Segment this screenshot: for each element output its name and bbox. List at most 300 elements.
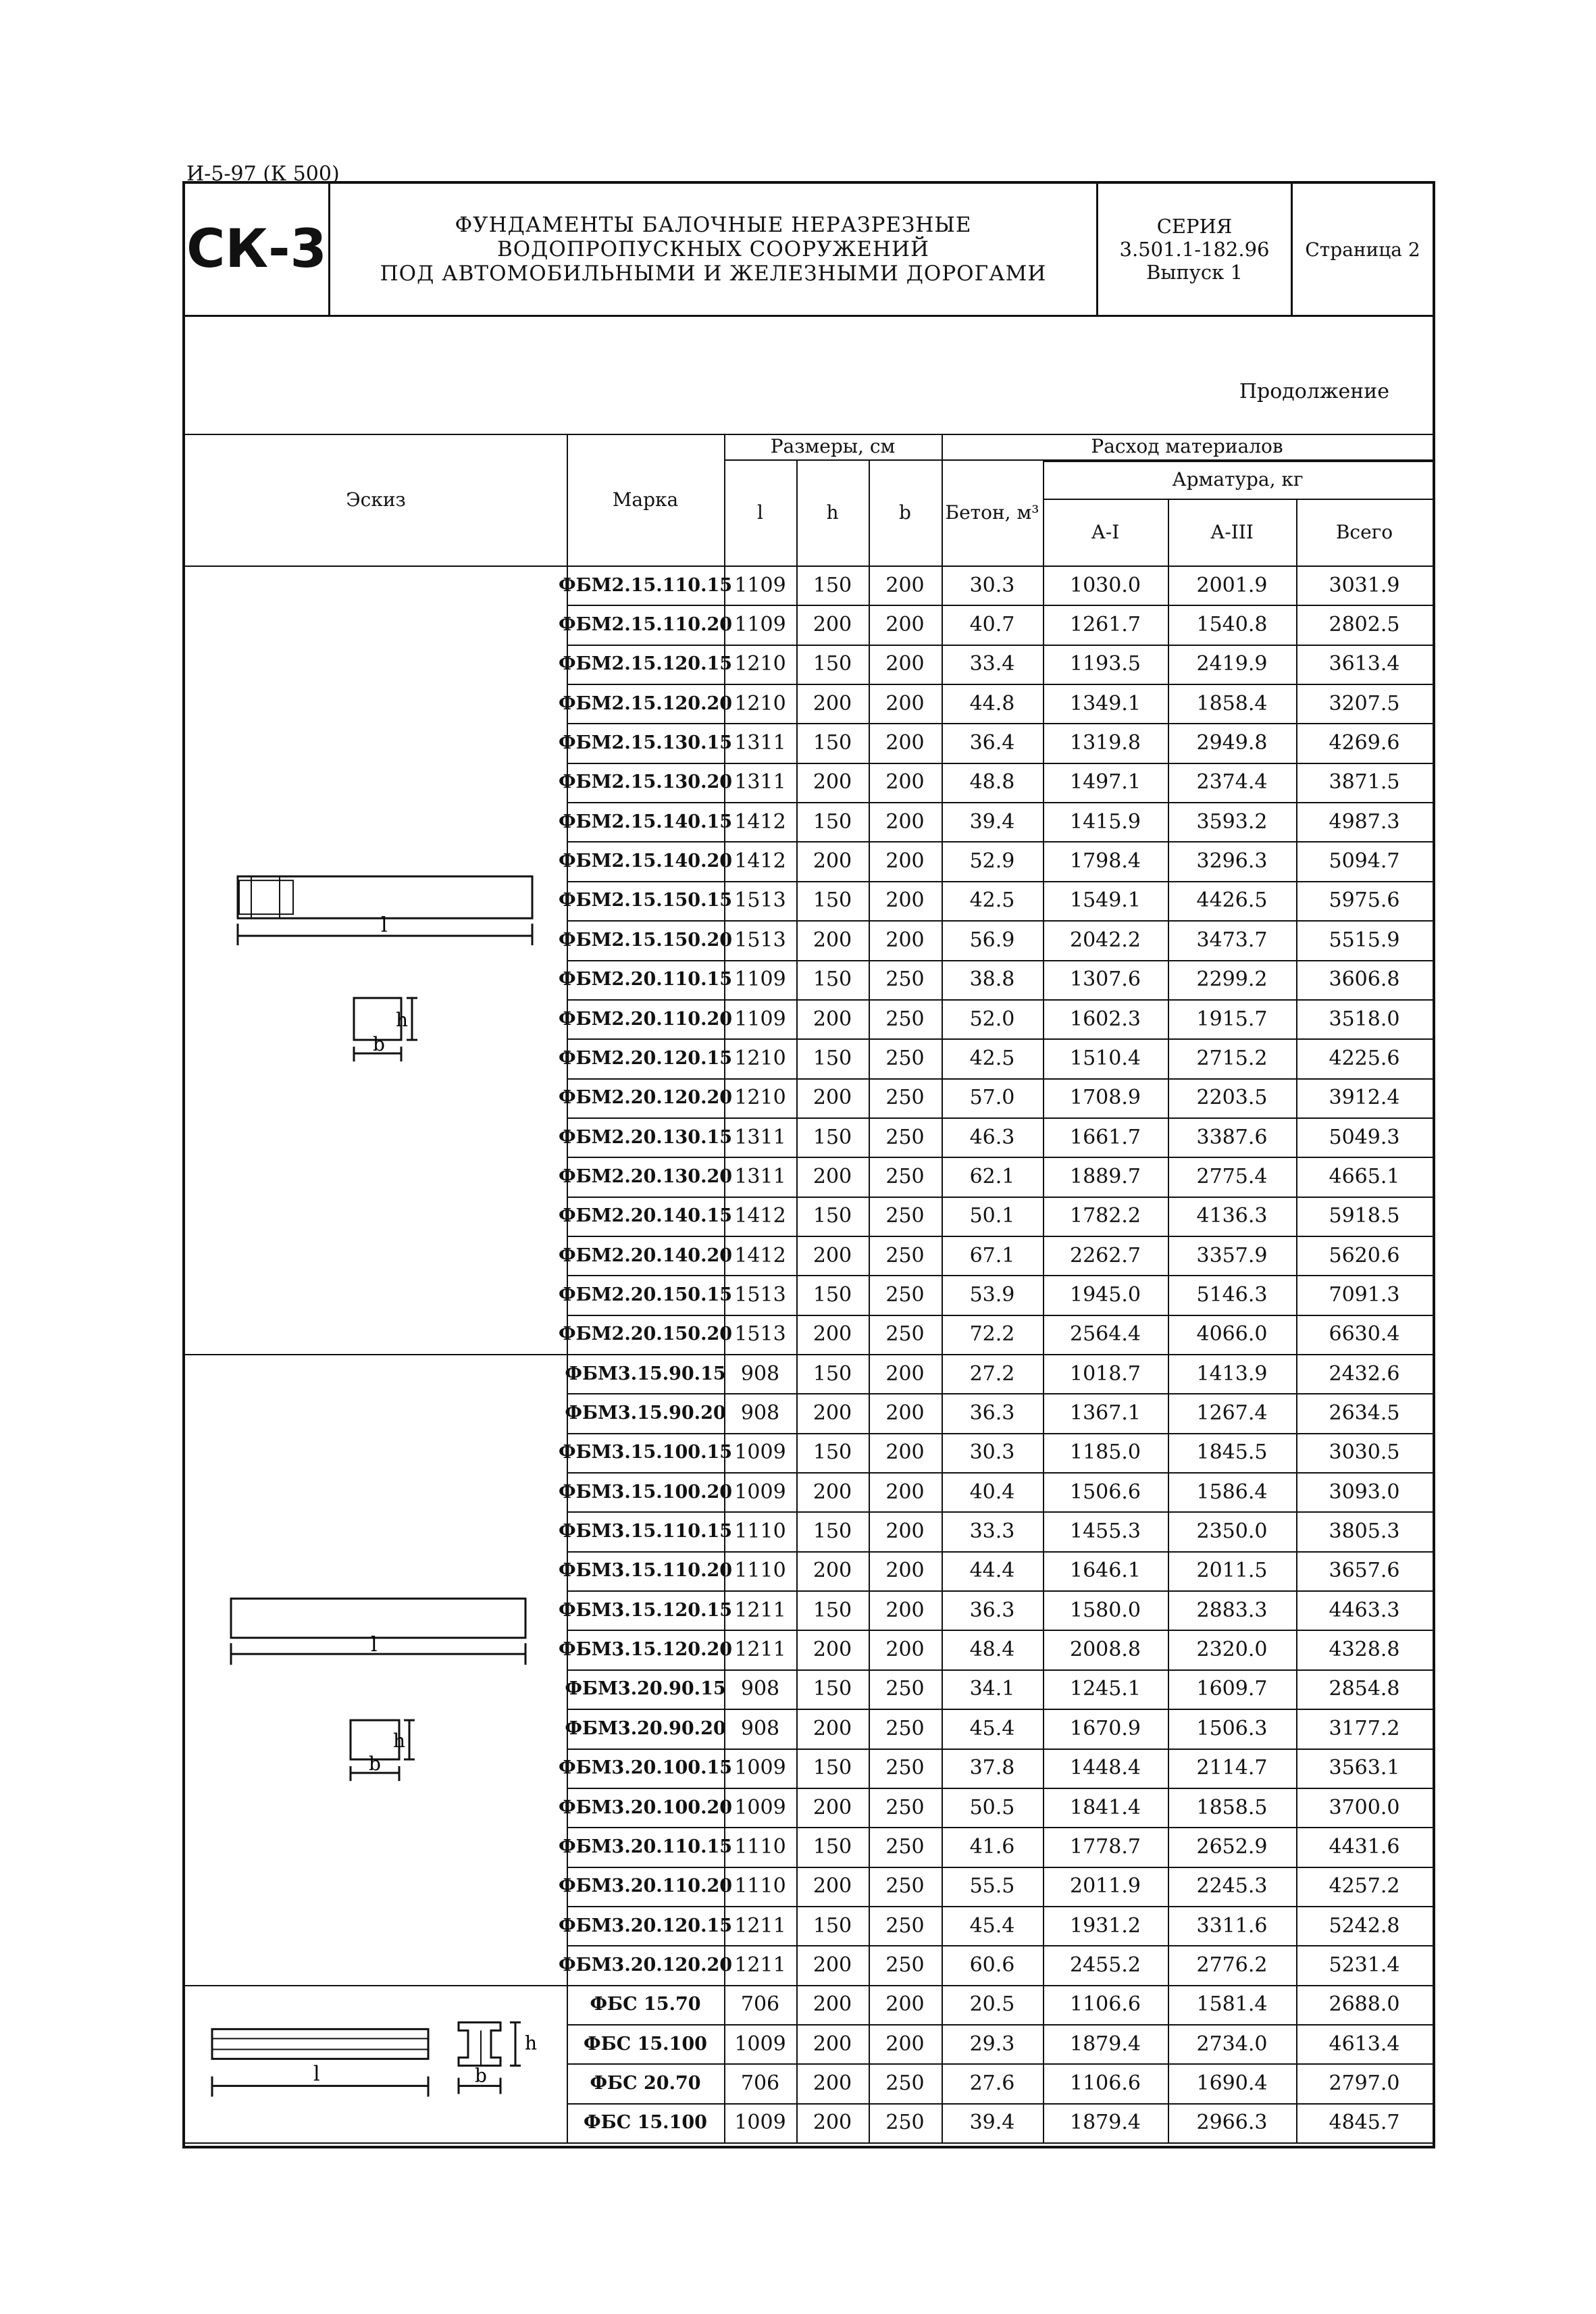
table-cell: 250 xyxy=(885,1913,925,1938)
table-cell: 1646.1 xyxy=(1070,1559,1141,1583)
table-cell: 2245.3 xyxy=(1196,1874,1268,1898)
cell-mark: ФБМ2.15.110.20 xyxy=(558,614,733,636)
table-cell: 56.9 xyxy=(969,928,1015,952)
table-cell: 4328.8 xyxy=(1329,1638,1400,1662)
table-cell: 250 xyxy=(885,1953,925,1977)
cell-mark: ФБМ3.20.90.15 xyxy=(565,1678,726,1700)
sketch-label-l: l xyxy=(313,2061,320,2086)
table-cell: 200 xyxy=(885,1992,925,2017)
header-a3: А-III xyxy=(1210,520,1254,543)
table-cell: 5918.5 xyxy=(1329,1204,1400,1228)
table-cell: 3311.6 xyxy=(1196,1913,1268,1938)
table-cell: 1931.2 xyxy=(1070,1913,1141,1938)
table-cell: 52.9 xyxy=(969,849,1015,874)
table-cell: 200 xyxy=(813,1874,852,1898)
table-cell: 1009 xyxy=(734,1440,786,1465)
table-cell: 200 xyxy=(885,770,925,795)
table-cell: 2042.2 xyxy=(1070,928,1141,952)
issue-number: Выпуск 1 xyxy=(1146,261,1243,284)
table-cell: 250 xyxy=(885,1795,925,1819)
table-cell: 1602.3 xyxy=(1070,1007,1141,1031)
table-cell: 34.1 xyxy=(969,1677,1015,1701)
series-label: СЕРИЯ xyxy=(1156,215,1233,238)
cell-mark: ФБМ3.20.100.20 xyxy=(558,1796,733,1818)
table-cell: 27.6 xyxy=(969,2071,1015,2095)
table-cell: 3031.9 xyxy=(1329,573,1400,597)
table-cell: 1858.5 xyxy=(1196,1795,1268,1819)
table-cell: 29.3 xyxy=(969,2032,1015,2056)
table-cell: 1798.4 xyxy=(1070,849,1141,874)
table-cell: 4269.6 xyxy=(1329,731,1400,755)
table-cell: 200 xyxy=(885,1440,925,1465)
table-cell: 42.5 xyxy=(969,1046,1015,1070)
cell-mark: ФБМ2.15.130.15 xyxy=(558,732,733,754)
sketch-label-l: l xyxy=(371,1633,378,1657)
table-cell: 200 xyxy=(813,1992,852,2017)
table-cell: 200 xyxy=(813,2071,852,2095)
table-cell: 1210 xyxy=(734,691,786,715)
cell-mark: ФБМ2.15.110.15 xyxy=(558,574,733,596)
table-cell: 1009 xyxy=(734,1756,786,1780)
table-cell: 2320.0 xyxy=(1196,1638,1268,1662)
table-cell: 200 xyxy=(885,849,925,874)
table-cell: 42.5 xyxy=(969,888,1015,913)
table-cell: 4665.1 xyxy=(1329,1164,1400,1188)
table-cell: 1690.4 xyxy=(1196,2071,1268,2095)
document-title xyxy=(330,184,1098,315)
table-cell: 52.0 xyxy=(969,1007,1015,1031)
table-cell: 1185.0 xyxy=(1070,1440,1141,1465)
cell-mark: ФБМ3.20.120.15 xyxy=(558,1915,733,1936)
table-cell: 2262.7 xyxy=(1070,1243,1141,1267)
table-cell: 200 xyxy=(813,1716,852,1740)
table-cell: 1506.3 xyxy=(1196,1716,1268,1740)
table-cell: 50.5 xyxy=(969,1795,1015,1819)
table-cell: 4136.3 xyxy=(1196,1204,1268,1228)
table-cell: 200 xyxy=(813,2032,852,2056)
table-cell: 200 xyxy=(813,1322,852,1347)
table-cell: 1889.7 xyxy=(1070,1164,1141,1188)
continuation-label: Продолжение xyxy=(1239,380,1389,403)
table-cell: 1497.1 xyxy=(1070,770,1141,795)
group-line xyxy=(185,2142,567,2144)
table-cell: 200 xyxy=(885,731,925,755)
cell-mark: ФБМ2.15.140.20 xyxy=(558,851,733,872)
table-cell: 1349.1 xyxy=(1070,691,1141,715)
cell-mark: ФБМ3.15.90.15 xyxy=(565,1363,726,1384)
table-cell: 150 xyxy=(813,1282,852,1307)
table-cell: 2949.8 xyxy=(1196,731,1268,755)
table-cell: 200 xyxy=(885,573,925,597)
table-cell: 44.4 xyxy=(969,1559,1015,1583)
table-cell: 2001.9 xyxy=(1196,573,1268,597)
table-cell: 250 xyxy=(885,1834,925,1859)
table-cell: 200 xyxy=(885,1519,925,1544)
table-cell: 1506.6 xyxy=(1070,1480,1141,1504)
cell-mark: ФБМ2.15.130.20 xyxy=(558,772,733,793)
table-cell: 27.2 xyxy=(969,1361,1015,1386)
table-cell: 1879.4 xyxy=(1070,2032,1141,2056)
table-cell: 4225.6 xyxy=(1329,1046,1400,1070)
table-cell: 200 xyxy=(813,1401,852,1426)
table-cell: 1513 xyxy=(734,1282,786,1307)
table-cell: 1109 xyxy=(734,573,786,597)
table-cell: 1211 xyxy=(734,1638,786,1662)
table-cell: 150 xyxy=(813,1046,852,1070)
table-cell: 1670.9 xyxy=(1070,1716,1141,1740)
table-cell: 200 xyxy=(813,613,852,637)
table-cell: 150 xyxy=(813,1598,852,1622)
table-cell: 2374.4 xyxy=(1196,770,1268,795)
title-line-1: ФУНДАМЕНТЫ БАЛОЧНЫЕ НЕРАЗРЕЗНЫЕ xyxy=(455,213,972,237)
table-cell: 2008.8 xyxy=(1070,1638,1141,1662)
block-sketch xyxy=(185,1985,567,2142)
table-cell: 33.3 xyxy=(969,1519,1015,1544)
table-cell: 200 xyxy=(885,1361,925,1386)
table-cell: 2775.4 xyxy=(1196,1164,1268,1188)
table-cell: 200 xyxy=(813,928,852,952)
table-cell: 250 xyxy=(885,1716,925,1740)
table-cell: 200 xyxy=(813,691,852,715)
table-cell: 150 xyxy=(813,888,852,913)
table-cell: 3387.6 xyxy=(1196,1125,1268,1149)
table-cell: 1513 xyxy=(734,928,786,952)
table-cell: 1110 xyxy=(734,1834,786,1859)
table-cell: 1009 xyxy=(734,2032,786,2056)
table-cell: 1661.7 xyxy=(1070,1125,1141,1149)
table-cell: 4613.4 xyxy=(1329,2032,1400,2056)
table-cell: 5242.8 xyxy=(1329,1913,1400,1938)
table-cell: 1510.4 xyxy=(1070,1046,1141,1070)
cell-mark: ФБМ3.15.110.15 xyxy=(558,1521,733,1542)
table-cell: 1858.4 xyxy=(1196,691,1268,715)
table-cell: 150 xyxy=(813,809,852,834)
table-cell: 1210 xyxy=(734,1086,786,1110)
table-cell: 1009 xyxy=(734,1480,786,1504)
table-cell: 250 xyxy=(885,1322,925,1347)
table-cell: 67.1 xyxy=(969,1243,1015,1267)
table-cell: 250 xyxy=(885,1874,925,1898)
title-block xyxy=(185,184,1433,317)
table-cell: 30.3 xyxy=(969,573,1015,597)
page-number: Страница 2 xyxy=(1305,238,1420,261)
table-cell: 150 xyxy=(813,1913,852,1938)
series-number: 3.501.1-182.96 xyxy=(1119,238,1270,261)
cell-mark: ФБМ2.20.120.15 xyxy=(558,1047,733,1069)
table-cell: 250 xyxy=(885,1677,925,1701)
table-cell: 3177.2 xyxy=(1329,1716,1400,1740)
title-line-3: ПОД АВТОМОБИЛЬНЫМИ И ЖЕЛЕЗНЫМИ ДОРОГАМИ xyxy=(380,261,1047,286)
table-cell: 250 xyxy=(885,1086,925,1110)
table-cell: 38.8 xyxy=(969,967,1015,992)
table-cell: 200 xyxy=(885,888,925,913)
table-cell: 1110 xyxy=(734,1874,786,1898)
table-cell: 250 xyxy=(885,1164,925,1188)
table-cell: 150 xyxy=(813,1204,852,1228)
table-cell: 1513 xyxy=(734,1322,786,1347)
materials-table xyxy=(185,434,1433,2148)
sheet-code: СК-3 xyxy=(185,184,330,315)
header-concrete: Бетон, м³ xyxy=(945,501,1039,524)
table-cell: 3563.1 xyxy=(1329,1756,1400,1780)
table-cell: 908 xyxy=(740,1716,780,1740)
table-cell: 1319.8 xyxy=(1070,731,1141,755)
table-cell: 1009 xyxy=(734,1795,786,1819)
table-cell: 150 xyxy=(813,967,852,992)
cell-mark: ФБМ2.20.130.15 xyxy=(558,1126,733,1148)
sketch-label-h: h xyxy=(393,1730,406,1753)
table-cell: 250 xyxy=(885,1007,925,1031)
cell-mark: ФБМ3.15.120.20 xyxy=(558,1639,733,1661)
header-l: l xyxy=(757,501,763,524)
table-cell: 2797.0 xyxy=(1329,2071,1400,2095)
cell-mark: ФБМ2.20.140.15 xyxy=(558,1205,733,1227)
header-b: b xyxy=(899,501,911,524)
table-cell: 1708.9 xyxy=(1070,1086,1141,1110)
table-cell: 2350.0 xyxy=(1196,1519,1268,1544)
table-cell: 200 xyxy=(885,2032,925,2056)
table-cell: 150 xyxy=(813,1756,852,1780)
table-cell: 45.4 xyxy=(969,1716,1015,1740)
title-line-2: ВОДОПРОПУСКНЫХ СООРУЖЕНИЙ xyxy=(496,237,930,261)
table-cell: 706 xyxy=(740,2071,780,2095)
cell-mark: ФБС 20.70 xyxy=(590,2072,701,2094)
sketch-label-b: b xyxy=(475,2063,487,2086)
table-cell: 908 xyxy=(740,1361,780,1386)
table-cell: 2883.3 xyxy=(1196,1598,1268,1622)
table-cell: 72.2 xyxy=(969,1322,1015,1347)
table-cell: 1245.1 xyxy=(1070,1677,1141,1701)
cell-mark: ФБС 15.100 xyxy=(584,2033,707,2055)
table-cell: 2299.2 xyxy=(1196,967,1268,992)
table-cell: 1311 xyxy=(734,1125,786,1149)
cell-mark: ФБМ2.15.120.20 xyxy=(558,693,733,714)
table-cell: 1915.7 xyxy=(1196,1007,1268,1031)
table-cell: 1109 xyxy=(734,1007,786,1031)
table-cell: 150 xyxy=(813,1677,852,1701)
table-cell: 1367.1 xyxy=(1070,1401,1141,1426)
table-cell: 60.6 xyxy=(969,1953,1015,1977)
series-block xyxy=(1098,184,1293,315)
header-sketch: Эскиз xyxy=(346,488,406,511)
table-cell: 200 xyxy=(813,1559,852,1583)
cell-mark: ФБМ3.20.120.20 xyxy=(558,1954,733,1976)
table-cell: 1109 xyxy=(734,613,786,637)
table-cell: 1609.7 xyxy=(1196,1677,1268,1701)
table-cell: 2419.9 xyxy=(1196,652,1268,676)
table-cell: 6630.4 xyxy=(1329,1322,1400,1347)
table-cell: 200 xyxy=(885,1401,925,1426)
sketch-cell xyxy=(185,565,567,1354)
cell-mark: ФБМ2.20.140.20 xyxy=(558,1244,733,1266)
table-cell: 200 xyxy=(885,652,925,676)
table-cell: 150 xyxy=(813,1361,852,1386)
table-cell: 4463.3 xyxy=(1329,1598,1400,1622)
table-cell: 250 xyxy=(885,1756,925,1780)
sketch-label-l: l xyxy=(381,913,388,938)
table-cell: 1540.8 xyxy=(1196,613,1268,637)
table-cell: 1945.0 xyxy=(1070,1282,1141,1307)
cell-mark: ФБМ3.15.100.15 xyxy=(558,1442,733,1463)
table-cell: 3093.0 xyxy=(1329,1480,1400,1504)
header-mark: Марка xyxy=(612,488,679,511)
table-cell: 4431.6 xyxy=(1329,1834,1400,1859)
table-cell: 5515.9 xyxy=(1329,928,1400,952)
cell-mark: ФБМ3.20.110.15 xyxy=(558,1836,733,1857)
table-cell: 45.4 xyxy=(969,1913,1015,1938)
table-cell: 250 xyxy=(885,1204,925,1228)
table-cell: 200 xyxy=(813,1007,852,1031)
table-cell: 5231.4 xyxy=(1329,1953,1400,1977)
table-cell: 250 xyxy=(885,2071,925,2095)
table-cell: 50.1 xyxy=(969,1204,1015,1228)
table-cell: 200 xyxy=(885,1598,925,1622)
cell-mark: ФБМ2.15.150.15 xyxy=(558,890,733,911)
table-cell: 1845.5 xyxy=(1196,1440,1268,1465)
table-cell: 2715.2 xyxy=(1196,1046,1268,1070)
table-cell: 2114.7 xyxy=(1196,1756,1268,1780)
table-cell: 150 xyxy=(813,1440,852,1465)
table-cell: 250 xyxy=(885,967,925,992)
table-cell: 3357.9 xyxy=(1196,1243,1268,1267)
table-cell: 1261.7 xyxy=(1070,613,1141,637)
table-cell: 30.3 xyxy=(969,1440,1015,1465)
table-cell: 36.4 xyxy=(969,731,1015,755)
table-cell: 57.0 xyxy=(969,1086,1015,1110)
table-cell: 1412 xyxy=(734,809,786,834)
table-cell: 1211 xyxy=(734,1598,786,1622)
table-cell: 1412 xyxy=(734,849,786,874)
table-cell: 200 xyxy=(885,613,925,637)
table-cell: 2776.2 xyxy=(1196,1953,1268,1977)
table-cell: 5975.6 xyxy=(1329,888,1400,913)
table-cell: 1415.9 xyxy=(1070,809,1141,834)
table-cell: 200 xyxy=(813,1164,852,1188)
cell-mark: ФБМ3.20.100.15 xyxy=(558,1757,733,1779)
table-cell: 55.5 xyxy=(969,1874,1015,1898)
table-cell: 200 xyxy=(813,1243,852,1267)
table-cell: 150 xyxy=(813,731,852,755)
block-sketch xyxy=(185,1354,567,1985)
table-cell: 5146.3 xyxy=(1196,1282,1268,1307)
table-cell: 1030.0 xyxy=(1070,573,1141,597)
table-cell: 1413.9 xyxy=(1196,1361,1268,1386)
table-cell: 250 xyxy=(885,1282,925,1307)
table-cell: 48.4 xyxy=(969,1638,1015,1662)
table-cell: 200 xyxy=(813,1480,852,1504)
table-cell: 1513 xyxy=(734,888,786,913)
table-cell: 908 xyxy=(740,1677,780,1701)
table-cell: 2203.5 xyxy=(1196,1086,1268,1110)
table-cell: 4987.3 xyxy=(1329,809,1400,834)
table-cell: 5620.6 xyxy=(1329,1243,1400,1267)
table-cell: 150 xyxy=(813,1519,852,1544)
table-cell: 3518.0 xyxy=(1329,1007,1400,1031)
table-cell: 1311 xyxy=(734,770,786,795)
table-cell: 2634.5 xyxy=(1329,1401,1400,1426)
table-cell: 250 xyxy=(885,1243,925,1267)
table-cell: 1210 xyxy=(734,652,786,676)
table-cell: 1110 xyxy=(734,1559,786,1583)
header-dimensions: Размеры, см xyxy=(770,435,896,457)
table-cell: 200 xyxy=(885,928,925,952)
table-cell: 2011.9 xyxy=(1070,1874,1141,1898)
table-cell: 48.8 xyxy=(969,770,1015,795)
table-cell: 3912.4 xyxy=(1329,1086,1400,1110)
table-cell: 4845.7 xyxy=(1329,2111,1400,2135)
table-cell: 20.5 xyxy=(969,1992,1015,2017)
table-cell: 3871.5 xyxy=(1329,770,1400,795)
table-cell: 908 xyxy=(740,1401,780,1426)
table-cell: 1549.1 xyxy=(1070,888,1141,913)
table-cell: 150 xyxy=(813,652,852,676)
table-cell: 150 xyxy=(813,1125,852,1149)
table-cell: 1448.4 xyxy=(1070,1756,1141,1780)
table-cell: 2564.4 xyxy=(1070,1322,1141,1347)
table-cell: 1267.4 xyxy=(1196,1401,1268,1426)
table-cell: 1778.7 xyxy=(1070,1834,1141,1859)
block-sketch xyxy=(185,565,567,1354)
table-cell: 3030.5 xyxy=(1329,1440,1400,1465)
table-cell: 1211 xyxy=(734,1953,786,1977)
table-cell: 2455.2 xyxy=(1070,1953,1141,1977)
table-cell: 1586.4 xyxy=(1196,1480,1268,1504)
table-cell: 1311 xyxy=(734,731,786,755)
table-cell: 4066.0 xyxy=(1196,1322,1268,1347)
document-code: И-5-97 (К 500) xyxy=(186,162,340,186)
table-cell: 62.1 xyxy=(969,1164,1015,1188)
table-cell: 4257.2 xyxy=(1329,1874,1400,1898)
table-cell: 200 xyxy=(885,1480,925,1504)
cell-mark: ФБМ2.15.140.15 xyxy=(558,811,733,832)
cell-mark: ФБМ2.15.120.15 xyxy=(558,653,733,675)
table-cell: 1109 xyxy=(734,967,786,992)
cell-mark: ФБМ3.15.90.20 xyxy=(565,1403,726,1424)
header-materials: Расход материалов xyxy=(1091,435,1283,457)
table-cell: 2966.3 xyxy=(1196,2111,1268,2135)
cell-mark: ФБМ2.20.110.20 xyxy=(558,1008,733,1030)
table-cell: 150 xyxy=(813,573,852,597)
table-cell: 1581.4 xyxy=(1196,1992,1268,2017)
header-total: Всего xyxy=(1335,520,1393,543)
table-cell: 3613.4 xyxy=(1329,652,1400,676)
table-cell: 2802.5 xyxy=(1329,613,1400,637)
table-cell: 200 xyxy=(813,849,852,874)
table-cell: 36.3 xyxy=(969,1401,1015,1426)
sketch-label-h: h xyxy=(525,2031,538,2054)
table-cell: 200 xyxy=(885,1638,925,1662)
table-cell: 250 xyxy=(885,1046,925,1070)
table-cell: 3593.2 xyxy=(1196,809,1268,834)
cell-mark: ФБМ2.20.120.20 xyxy=(558,1087,733,1109)
table-cell: 1841.4 xyxy=(1070,1795,1141,1819)
table-cell: 2734.0 xyxy=(1196,2032,1268,2056)
cell-mark: ФБМ3.15.120.15 xyxy=(558,1599,733,1621)
table-cell: 2652.9 xyxy=(1196,1834,1268,1859)
table-cell: 3207.5 xyxy=(1329,691,1400,715)
cell-mark: ФБМ2.20.110.15 xyxy=(558,969,733,990)
cell-mark: ФБМ3.15.100.20 xyxy=(558,1481,733,1503)
table-cell: 200 xyxy=(813,1638,852,1662)
cell-mark: ФБМ2.20.150.20 xyxy=(558,1324,733,1345)
table-cell: 706 xyxy=(740,1992,780,2017)
table-cell: 1009 xyxy=(734,2111,786,2135)
table-cell: 39.4 xyxy=(969,2111,1015,2135)
table-cell: 37.8 xyxy=(969,1756,1015,1780)
table-cell: 1110 xyxy=(734,1519,786,1544)
table-cell: 33.4 xyxy=(969,652,1015,676)
sketch-label-b: b xyxy=(373,1033,385,1056)
